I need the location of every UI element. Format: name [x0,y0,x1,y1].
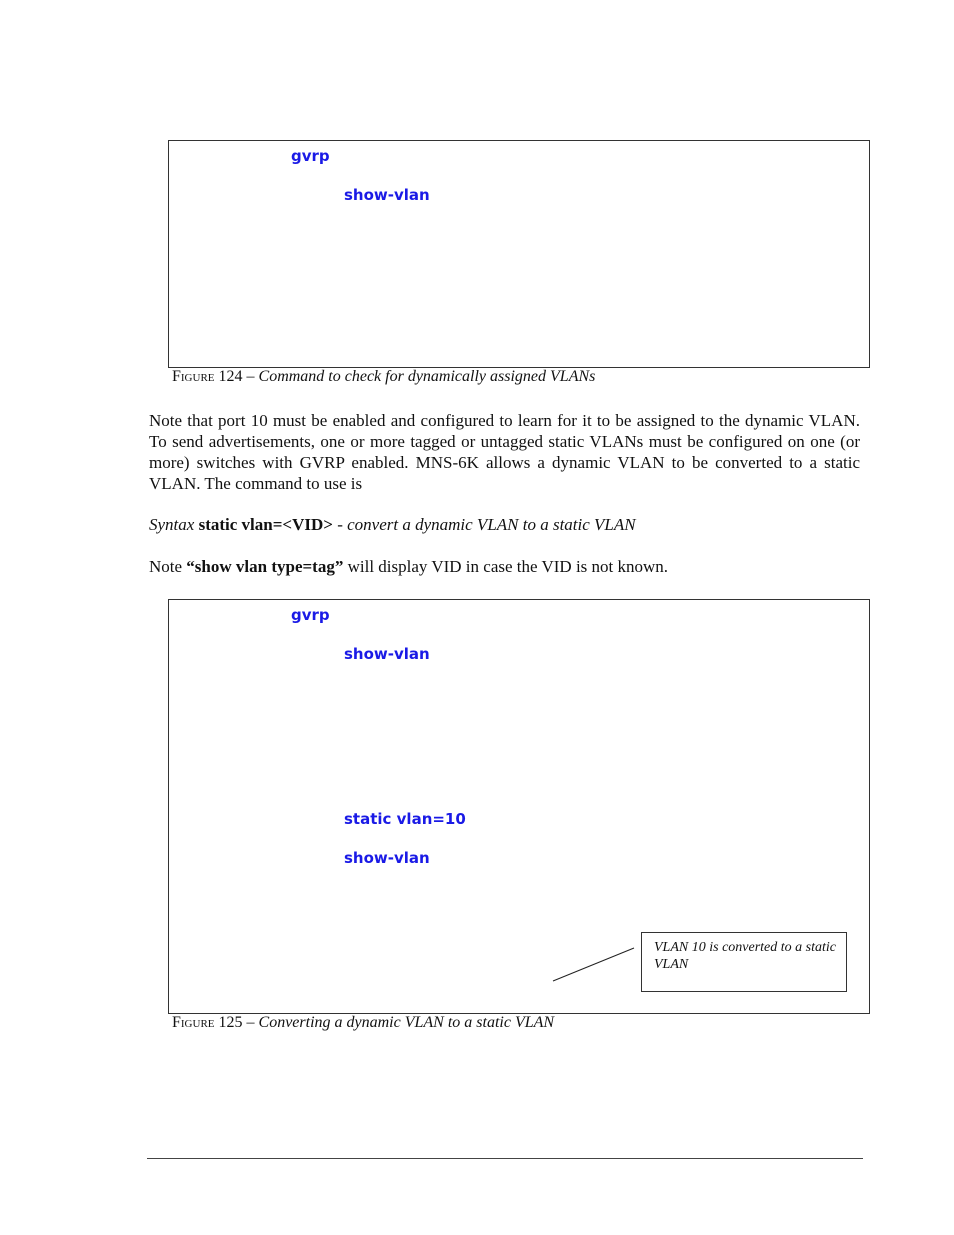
command-show-vlan-2: show-vlan [344,849,430,867]
command-show-vlan: show-vlan [344,645,430,663]
command-gvrp: gvrp [291,606,330,624]
footer-rule [147,1158,863,1159]
note-suffix: will display VID in case the VID is not known. [347,557,669,576]
caption-text: Command to check for dynamically assigned VLANs [258,368,596,385]
note-command: “show vlan type=tag” [186,557,344,576]
figure-125-box [168,599,870,1014]
caption-number: 124 [218,368,243,385]
caption-label: Figure [172,1014,215,1031]
command-gvrp: gvrp [291,147,330,165]
note-line [149,557,668,577]
figure-124-box [168,140,870,368]
caption-dash: – [246,368,255,385]
figure-124-caption [172,368,595,386]
syntax-command: static vlan=<VID> [198,515,333,534]
caption-label: Figure [172,368,215,385]
syntax-description: - convert a dynamic VLAN to a static VLAN [337,515,636,534]
callout-box: VLAN 10 is converted to a static VLAN [641,932,847,992]
syntax-line [149,515,636,535]
command-show-vlan: show-vlan [344,186,430,204]
syntax-label: Syntax [149,515,195,534]
caption-dash: – [246,1014,255,1031]
note-prefix: Note [149,557,183,576]
figure-125-caption [172,1014,554,1032]
caption-number: 125 [218,1014,243,1031]
caption-text: Converting a dynamic VLAN to a static VLAN [258,1014,555,1031]
body-paragraph: Note that port 10 must be enabled and configured to learn for it to be assigned to the dynamic VLAN. To send advertisements, one or more tagged or untagged static VLANs must be configured on one (or more) switches with GVRP enabled. MNS-6K allows a dynamic VLAN to be converted to a static VLAN. The command to use is [149,411,860,493]
command-static-vlan: static vlan=10 [344,810,466,828]
